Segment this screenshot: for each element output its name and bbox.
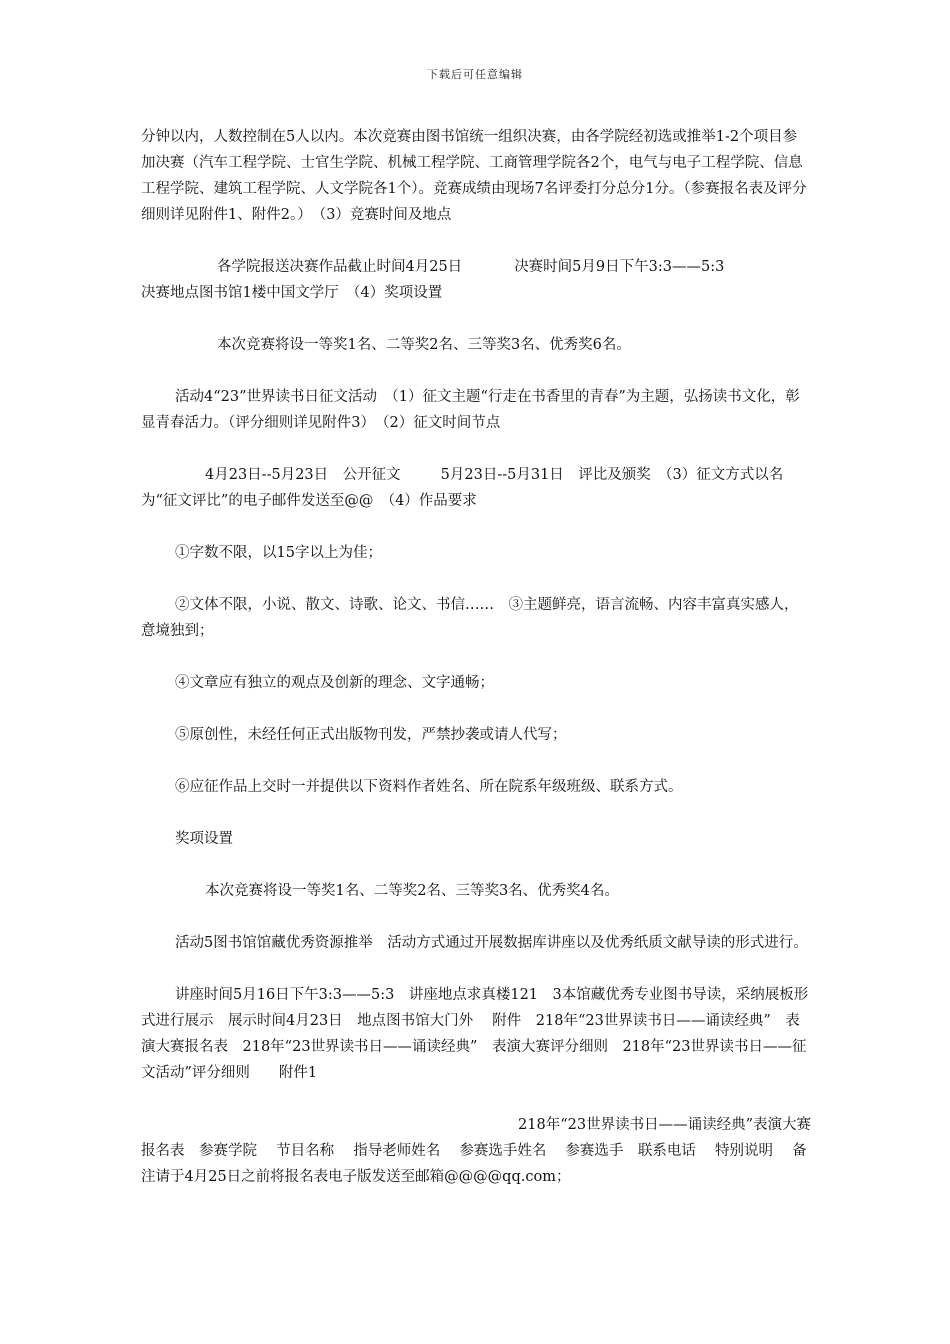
paragraph-deadline [141,254,811,280]
paragraph-activity-5: 活动5图书馆馆藏优秀资源推举 活动方式通过开展数据库讲座以及优秀纸质文献导读的形式进行。 [175,935,808,951]
deadline-text: 各学院报送决赛作品截止时间4月25日 [217,259,463,275]
schedule-judging: 5月23日--5月31日 评比及颁奖 （3）征文方式以名为“征文评比”的电子邮件发送至@@ （4）作品要求 [141,467,784,509]
paragraph-awards-2: 本次竞赛将设一等奖1名、二等奖2名、三等奖3名、优秀奖4名。 [205,883,619,899]
schedule-open: 4月23日--5月23日 公开征文 [205,467,401,483]
requirement-2-3: ②文体不限，小说、散文、诗歌、论文、书信…… ③主题鲜亮，语言流畅、内容丰富真实感人，意境独到； [141,597,799,639]
paragraph-activity-4: 活动4“23”世界读书日征文活动 （1）征文主题“行走在书香里的青春”为主题，弘扬读书文化，彰显青春活力。（评分细则详见附件3） （2）征文时间节点 [141,389,800,431]
paragraph-final-location: 决赛地点图书馆1楼中国文学厅 （4）奖项设置 [141,285,443,301]
attachment-title: 218年“23世界读书日——诵读经典”表演大赛 [518,1117,811,1133]
document-body [141,124,811,1190]
registration-form-fields: 报名表 参赛学院 节目名称 指导老师姓名 参赛选手姓名 参赛选手 联系电话 特别说明 备注请于4月25日之前将报名表电子版发送至邮箱@@@@qq.com； [141,1143,807,1185]
final-time-text: 决赛时间5月9日下午3:3——5:3 [514,259,725,275]
paragraph-awards-1: 本次竞赛将设一等奖1名、二等奖2名、三等奖3名、优秀奖6名。 [217,337,631,353]
requirement-6: ⑥应征作品上交时一并提供以下资料作者姓名、所在院系年级班级、联系方式。 [175,779,683,795]
requirement-5: ⑤原创性，未经任何正式出版物刊发，严禁抄袭或请人代写； [175,727,567,743]
paragraph-essay-schedule [141,462,811,514]
awards-heading: 奖项设置 [175,831,233,847]
requirement-1: ①字数不限，以15字以上为佳； [175,545,382,561]
requirement-4: ④文章应有独立的观点及创新的理念、文字通畅； [175,675,494,691]
page-header: 下载后可任意编辑 [427,68,523,81]
paragraph-competition-rules: 分钟以内，人数控制在5人以内。本次竞赛由图书馆统一组织决赛，由各学院经初选或推举1-2个项目参加决赛（汽车工程学院、士官生学院、机械工程学院、工商管理学院各2个，电气与电子工程学院、信息工程学院、建筑工程学院、人文学院各1个）。竞赛成绩由现场7名评委打分总分1分。（参赛报名表及评分细则详见附件1、附件2。） （3）竞赛时间及地点 [141,129,807,223]
paragraph-lecture-and-attachments: 讲座时间5月16日下午3:3——5:3 讲座地点求真楼121 3本馆藏优秀专业图书导读，采纳展板形式进行展示 展示时间4月23日 地点图书馆大门外 附件 218年“23世界读书日——诵读经典” 表演大赛报名表 218年“23世界读书日——诵读经典” 表演大赛评分细则 218年“23世界读书日——征文活动”评分细则 附件1 [141,987,809,1081]
